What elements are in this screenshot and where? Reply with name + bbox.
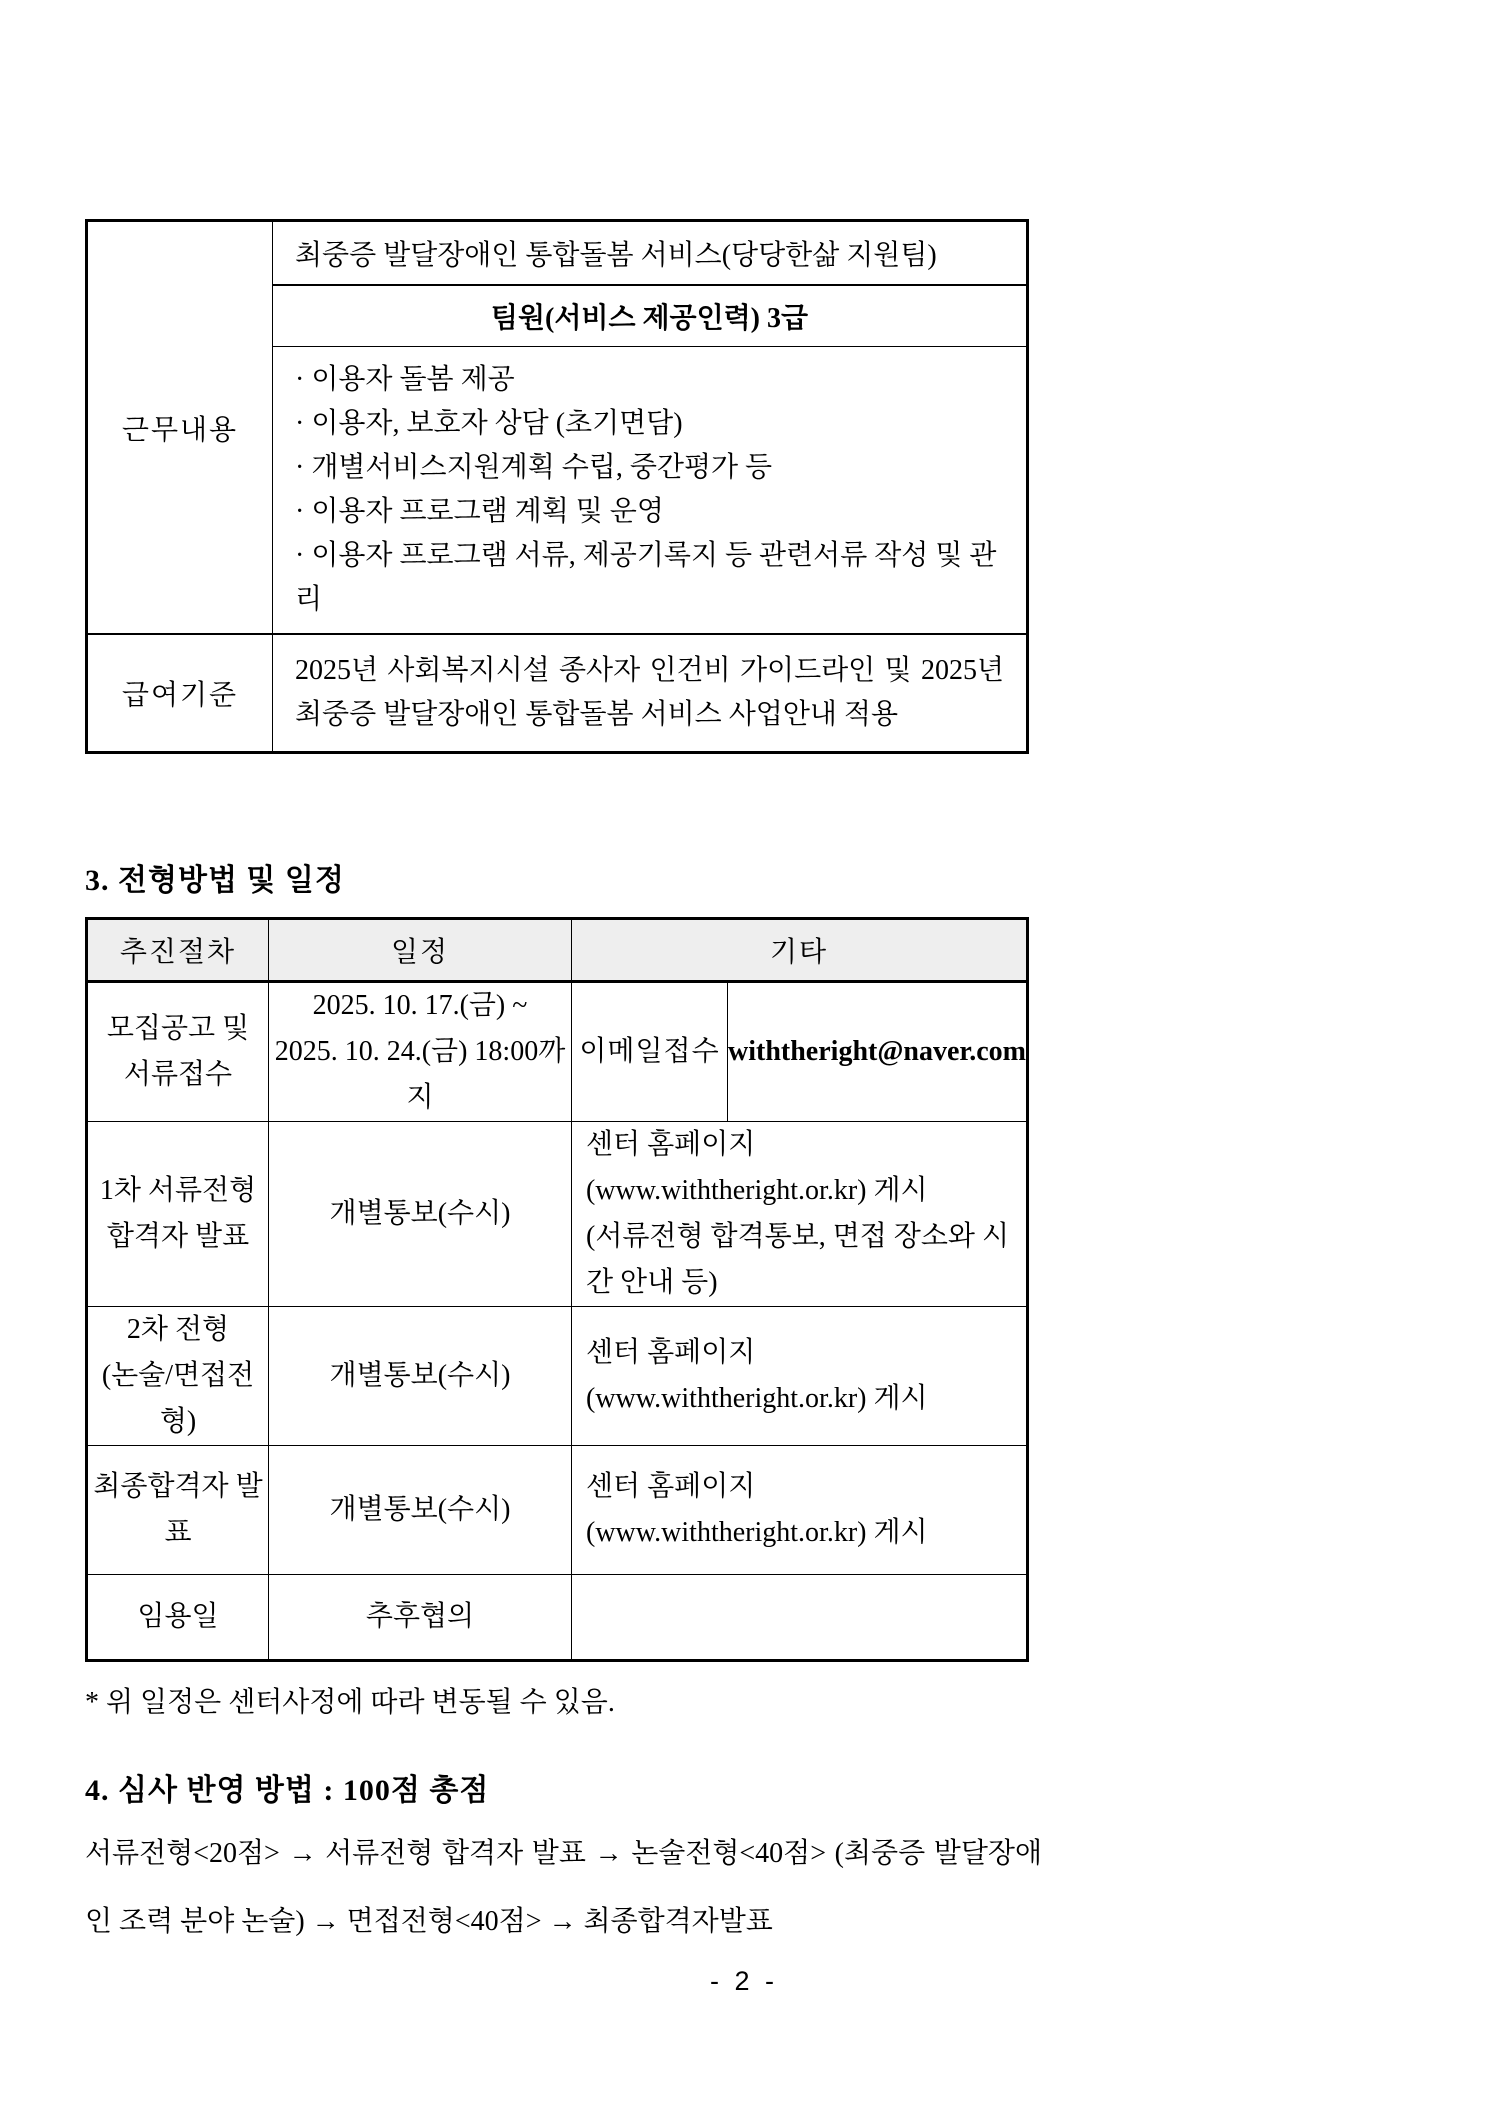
job-duties-label: 근무내용 — [87, 221, 273, 635]
table-row — [87, 1446, 1028, 1575]
table-row — [87, 1575, 1028, 1661]
page-number: - 2 - — [709, 1966, 778, 1996]
duty-item: · 이용자 프로그램 서류, 제공기록지 등 관련서류 작성 및 관리 — [295, 540, 997, 615]
cell-line: 센터 홈페이지(www.withtheright.or.kr) 게시 — [586, 1337, 928, 1414]
schedule-cell — [269, 1307, 572, 1446]
cell-line: 최종합격자 발표 — [93, 1471, 263, 1548]
procedure-cell — [87, 1446, 269, 1575]
cell-line: 센터 홈페이지(www.withtheright.or.kr) 게시 — [586, 1471, 928, 1548]
procedure-cell — [87, 1307, 269, 1446]
etc-subcells — [572, 983, 1026, 1121]
col-header-schedule: 일정 — [269, 919, 572, 982]
table-row — [87, 1122, 1028, 1307]
schedule-table — [85, 917, 1029, 1662]
email-address: withtheright@naver.com — [728, 1036, 1026, 1067]
table-row — [87, 982, 1028, 1122]
table-row — [87, 634, 1028, 753]
cell-line: 2차 전형 — [126, 1314, 230, 1345]
cell-line: 1차 서류전형 — [99, 1175, 257, 1206]
cell-line: 개별통보(수시) — [329, 1198, 511, 1229]
col-header-etc: 기타 — [572, 919, 1028, 982]
cell-line: 합격자 발표 — [106, 1221, 250, 1252]
document-body — [85, 0, 1042, 1956]
cell-line: 개별통보(수시) — [329, 1494, 511, 1525]
evaluation-text: 서류전형<20점> → 서류전형 합격자 발표 → 논술전형<40점> (최중증 발달장애인 조력 분야 논술) → 면접전형<40점> → 최종합격자발표 — [85, 1838, 1042, 1937]
cell-line: 서류접수 — [123, 1059, 233, 1090]
section3-title: 3. 전형방법 및 일정 — [85, 864, 345, 897]
job-details-table — [85, 219, 1029, 754]
etc-cell — [572, 1122, 1028, 1307]
salary-label: 급여기준 — [87, 634, 273, 753]
procedure-cell — [87, 1575, 269, 1661]
position-title: 팀원(서비스 제공인력) 3급 — [273, 285, 1028, 347]
cell-line: 추후협의 — [365, 1601, 475, 1632]
etc-cell — [572, 1446, 1028, 1575]
duty-item: · 이용자 프로그램 계획 및 운영 — [295, 496, 664, 527]
cell-line: 모집공고 및 — [106, 1013, 250, 1044]
table-header-row — [87, 919, 1028, 982]
duty-item: · 이용자, 보호자 상담 (초기면담) — [295, 408, 683, 439]
duty-item: · 이용자 돌봄 제공 — [295, 364, 515, 395]
section4-title: 4. 심사 반영 방법 : 100점 총점 — [85, 1774, 490, 1807]
etc-cell — [572, 1307, 1028, 1446]
schedule-note: * 위 일정은 센터사정에 따라 변동될 수 있음. — [85, 1687, 615, 1718]
schedule-cell — [269, 1446, 572, 1575]
cell-line: 임용일 — [137, 1601, 219, 1632]
etc-cell — [572, 982, 1028, 1122]
email-method-label: 이메일접수 — [572, 983, 728, 1121]
table-row — [87, 1307, 1028, 1446]
salary-text: 2025년 사회복지시설 종사자 인건비 가이드라인 및 2025년 최중증 발달장애인 통합돌봄 서비스 사업안내 적용 — [273, 634, 1028, 753]
cell-line: (논술/면접전형) — [101, 1360, 255, 1437]
cell-line: 개별통보(수시) — [329, 1360, 511, 1391]
cell-line: 2025. 10. 17.(금) ~ — [312, 990, 528, 1021]
schedule-cell — [269, 1122, 572, 1307]
etc-cell — [572, 1575, 1028, 1661]
schedule-cell — [269, 1575, 572, 1661]
cell-line: (서류전형 합격통보, 면접 장소와 시간 안내 등) — [586, 1221, 1009, 1298]
cell-line: 센터 홈페이지(www.withtheright.or.kr) 게시 — [586, 1129, 928, 1206]
duty-list — [273, 347, 1028, 635]
col-header-procedure: 추진절차 — [87, 919, 269, 982]
service-title: 최중증 발달장애인 통합돌봄 서비스(당당한삶 지원팀) — [273, 221, 1028, 286]
procedure-cell — [87, 982, 269, 1122]
cell-line: 2025. 10. 24.(금) 18:00까지 — [274, 1036, 566, 1113]
table-row — [87, 221, 1028, 286]
duty-item: · 개별서비스지원계획 수립, 중간평가 등 — [295, 452, 773, 483]
schedule-cell — [269, 982, 572, 1122]
procedure-cell — [87, 1122, 269, 1307]
